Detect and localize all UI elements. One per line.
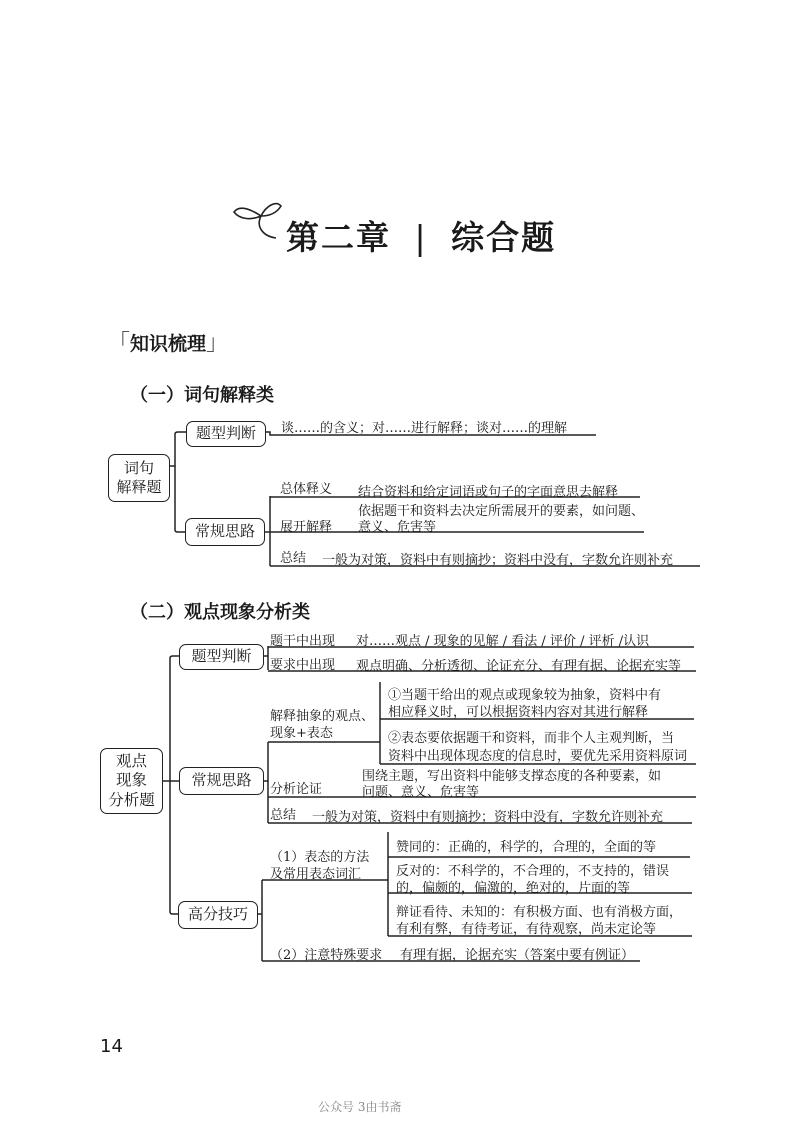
s2-skill2-text: 有理有据，论据充实（答案中要有例证）	[400, 948, 635, 963]
chapter-number: 第二章	[286, 218, 391, 257]
s2-argue-text-2: 问题、意义、危害等	[362, 785, 480, 800]
s1-row1-text: 结合资料和给定词语或句子的字面意思去解释	[358, 485, 619, 500]
close-corner-bracket: 」	[206, 331, 229, 356]
s1-judge-node: 题型判断	[186, 421, 266, 447]
s2-explain-label-1: 解释抽象的观点、	[270, 709, 375, 724]
s2-explain-item1-2: 相应释义时，可以根据资料内容对其进行解释	[388, 705, 649, 720]
s2-summary-label: 总结	[270, 808, 297, 823]
knowledge-heading: 「知识梳理」	[108, 331, 229, 356]
s1-row3-label: 总结	[280, 551, 307, 566]
s2-judge-row2-text: 观点明确、分析透彻、论证充分、有理有据、论据充实等	[356, 659, 682, 674]
s2-skill1-item1: 赞同的：正确的，科学的，合理的，全面的等	[396, 840, 657, 855]
chapter-name: 综合题	[451, 218, 557, 257]
s1-row2-text-2: 意义、危害等	[358, 520, 437, 535]
s1-row3-text: 一般为对策，资料中有则摘抄；资料中没有，字数允许则补充	[322, 553, 674, 568]
s2-skills-node: 高分技巧	[178, 901, 258, 929]
s2-root-node: 观点 现象 分析题	[100, 748, 163, 814]
section1-heading: （一）词句解释类	[130, 385, 274, 406]
s1-row2-label: 展开解释	[280, 520, 333, 535]
s2-argue-label: 分析论证	[270, 782, 323, 797]
s2-skill1-item2-2: 的，偏颇的，偏激的，绝对的，片面的等	[396, 881, 631, 896]
s2-argue-text-1: 围绕主题，写出资料中能够支撑态度的各种要素，如	[362, 769, 662, 784]
s2-branch-skills	[170, 781, 178, 914]
s2-skill1-item2-1: 反对的：不科学的，不合理的，不支持的，错误	[396, 864, 670, 879]
s2-skill1-label-2: 及常用表态词汇	[270, 867, 362, 882]
s2-approach-node: 常规思路	[179, 767, 264, 795]
s1-root-node: 词句 解释题	[108, 454, 170, 502]
chapter-title	[286, 212, 556, 259]
s1-branch-approach	[175, 466, 185, 532]
s2-skill1-item3-2: 有利有弊，有待考证，有待观察，尚未定论等	[396, 922, 657, 937]
s2-branch-judge	[163, 656, 179, 781]
s1-judge-text: 谈……的含义；对……进行解释；谈对……的理解	[281, 421, 568, 436]
s2-judge-row1-label: 题干中出现	[270, 634, 336, 649]
s2-explain-label-2: 现象+表态	[270, 726, 333, 741]
footer-watermark: 公众号 3由书斋	[318, 1100, 402, 1114]
s2-skill1-label-1: （1）表态的方法	[270, 850, 370, 865]
sprout-icon	[234, 204, 281, 238]
s1-row1-label: 总体释义	[280, 482, 333, 497]
page-number: 14	[100, 1036, 123, 1057]
s2-skill1-item3-1: 辩证看待、未知的：有积极方面、也有消极方面，	[396, 905, 683, 920]
s2-explain-item2-2: 资料中出现体现态度的信息时，要优先采用资料原词	[388, 749, 688, 764]
title-separator: |	[414, 218, 428, 257]
s1-row2-text-1: 依据题干和资料去决定所需展开的要素，如问题、	[358, 504, 645, 519]
s2-judge-row1-text: 对……观点 / 现象的见解 / 看法 / 评价 / 评析 /认识	[356, 634, 650, 649]
s2-explain-item2-1: ②表态要依据题干和资料，而非个人主观判断，当	[388, 731, 675, 746]
section2-heading: （二）观点现象分析类	[130, 602, 310, 623]
s2-judge-node: 题型判断	[179, 644, 264, 670]
open-corner-bracket: 「	[108, 331, 131, 356]
s1-approach-node: 常规思路	[185, 518, 265, 546]
s2-explain-item1-1: ①当题干给出的观点或现象较为抽象，资料中有	[388, 688, 662, 703]
s2-judge-row2-label: 要求中出现	[270, 658, 336, 673]
s1-branch-judge	[169, 432, 186, 466]
s2-skill2-label: （2）注意特殊要求	[270, 948, 383, 963]
s2-summary-text: 一般为对策，资料中有则摘抄；资料中没有，字数允许则补充	[312, 810, 664, 825]
